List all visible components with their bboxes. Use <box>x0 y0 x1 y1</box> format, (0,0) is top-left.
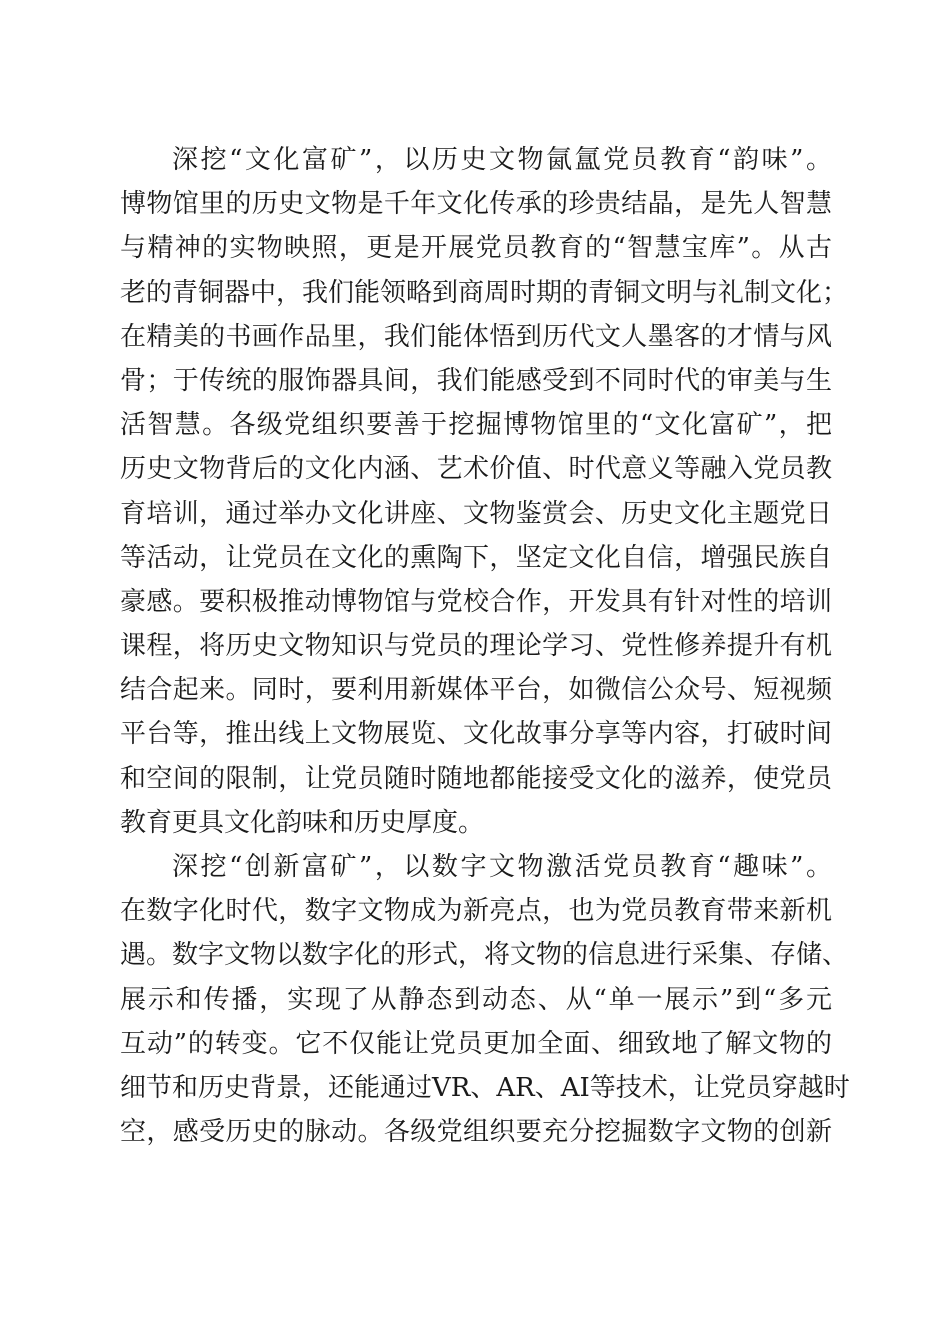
text-line: 与精神的实物映照，更是开展党员教育的“智慧宝库”。从古 <box>120 233 832 264</box>
text-line: 互动”的转变。它不仅能让党员更加全面、细致地了解文物的 <box>120 1028 832 1059</box>
paragraph-heading-line: 深挖“创新富矿”，以数字文物激活党员教育“趣味”。 <box>172 852 832 882</box>
paragraph-digital-innovation <box>120 845 850 1154</box>
text-line: 活智慧。各级党组织要善于挖掘博物馆里的“文化富矿”，把 <box>120 410 832 441</box>
text-line: 平台等，推出线上文物展览、文化故事分享等内容，打破时间 <box>120 719 832 750</box>
paragraph-cultural-heritage <box>120 138 849 845</box>
paragraph-heading-line: 深挖“文化富矿”，以历史文物氤氲党员教育“韵味”。 <box>172 145 832 175</box>
text-line: 课程，将历史文物知识与党员的理论学习、党性修养提升有机 <box>120 631 832 662</box>
text-line: 老的青铜器中，我们能领略到商周时期的青铜文明与礼制文化； <box>120 277 849 308</box>
body-text <box>120 138 850 1154</box>
text-line: 在精美的书画作品里，我们能体悟到历代文人墨客的才情与风 <box>120 321 832 352</box>
text-line: 在数字化时代，数字文物成为新亮点，也为党员教育带来新机 <box>120 896 832 927</box>
text-line: 展示和传播，实现了从静态到动态、从“单一展示”到“多元 <box>120 984 832 1015</box>
text-line: 育培训，通过举办文化讲座、文物鉴赏会、历史文化主题党日 <box>120 498 832 529</box>
text-line: 细节和历史背景，还能通过VR、AR、AI等技术，让党员穿越时 <box>120 1072 850 1103</box>
text-line: 等活动，让党员在文化的熏陶下，坚定文化自信，增强民族自 <box>120 542 832 573</box>
text-line: 空，感受历史的脉动。各级党组织要充分挖掘数字文物的创新 <box>120 1117 832 1148</box>
text-line: 和空间的限制，让党员随时随地都能接受文化的滋养，使党员 <box>120 763 832 794</box>
text-line: 博物馆里的历史文物是千年文化传承的珍贵结晶，是先人智慧 <box>120 189 832 220</box>
text-line: 结合起来。同时，要利用新媒体平台，如微信公众号、短视频 <box>120 675 832 706</box>
text-line: 豪感。要积极推动博物馆与党校合作，开发具有针对性的培训 <box>120 586 832 617</box>
text-line: 骨；于传统的服饰器具间，我们能感受到不同时代的审美与生 <box>120 365 832 396</box>
text-line: 历史文物背后的文化内涵、艺术价值、时代意义等融入党员教 <box>120 454 832 485</box>
text-line: 教育更具文化韵味和历史厚度。 <box>120 807 485 838</box>
text-line: 遇。数字文物以数字化的形式，将文物的信息进行采集、存储、 <box>120 940 849 971</box>
